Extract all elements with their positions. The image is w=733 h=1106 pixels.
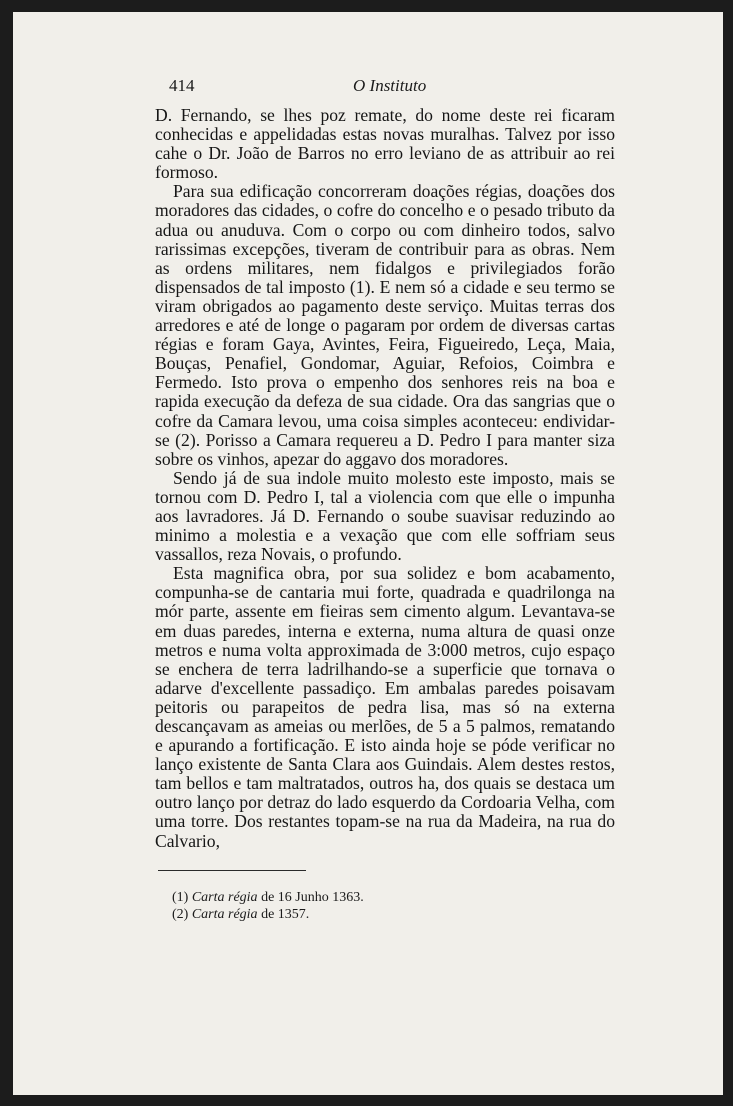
footnote-detail: de 1357. — [261, 907, 310, 922]
page-number: 414 — [169, 76, 195, 95]
page-header — [169, 76, 627, 100]
footnote-source: Carta régia — [191, 907, 258, 922]
footnote-marker: (1) — [172, 890, 189, 905]
footnote-source: Carta régia — [191, 890, 258, 905]
paragraph: Para sua edificação concorreram doações régias, doações dos moradores das cidades, o cofre do concelho e o pesado tributo da adua ou anuduva. Com o corpo ou com dinheiro todos, salvo rarissimas excepções, tiveram de contribuir para as obras. Nem as ordens militares, nem fidalgos e privilegiados forão dispensados de tal imposto (1). E nem só a cidade e seu termo se viram obrigados ao pagamento deste serviço. Muitas terras dos arredores e até de longe o pagaram por ordem de diversas cartas régias e foram Gaya, Avintes, Feira, Figueiredo, Leça, Maia, Bouças, Penafiel, Gondomar, Aguiar, Refoios, Coimbra e Fermedo. Isto prova o empenho dos senhores reis na boa e rapida execução da defeza de sua cidade. Ora das sangrias que o cofre da Camara levou, uma coisa simples aconteceu: endividar-se (2). Porisso a Camara requereu a D. Pedro I para manter siza sobre os vinhos, apezar do aggavo dos moradores. — [155, 181, 615, 469]
footnote-marker: (2) — [172, 907, 189, 922]
paragraph: Sendo já de sua indole muito molesto este imposto, mais se tornou com D. Pedro I, tal a violencia com que elle o impunha aos lavradores. Já D. Fernando o soube suavisar reduzindo ao minimo a molestia e a vexação que com elle soffriam seus vassallos, reza Novais, o profundo. — [155, 467, 615, 565]
running-title: O Instituto — [353, 76, 427, 95]
body-text — [155, 106, 615, 851]
footnote — [172, 889, 572, 906]
paragraph: Esta magnifica obra, por sua solidez e bom acabamento, compunha-se de cantaria mui forte, quadrada e quadrilonga na mór parte, assente em fieiras sem cimento algum. Levantava-se em duas paredes, interna e externa, numa altura de quasi onze metros e numa volta approximada de 3:000 metros, cujo espaço se enchera de terra ladrilhando-se a superficie que tornava o adarve d'excellente passadiço. Em ambalas paredes poisavam peitoris ou parapeitos de pedra lisa, mas só na externa descançavam as ameias ou merlões, de 5 a 5 palmos, rematando e apurando a fortificação. E isto ainda hoje se póde verificar no lanço existente de Santa Clara aos Guindais. Alem destes restos, tam bellos e tam maltratados, outros ha, dos quais se destaca um outro lanço por detraz do lado esquerdo da Cordoaria Velha, com uma torre. Dos restantes topam-se na rua da Madeira, na rua do Calvario, — [155, 563, 615, 851]
footnotes — [172, 889, 572, 923]
footnote — [172, 906, 572, 923]
footnote-detail: de 16 Junho 1363. — [261, 890, 364, 905]
paragraph: D. Fernando, se lhes poz remate, do nome deste rei ficaram conhecidas e appelidadas estas novas muralhas. Talvez por isso cahe o Dr. João de Barros no erro leviano de as attribuir ao rei formoso. — [155, 105, 615, 183]
footnote-rule — [158, 870, 306, 871]
